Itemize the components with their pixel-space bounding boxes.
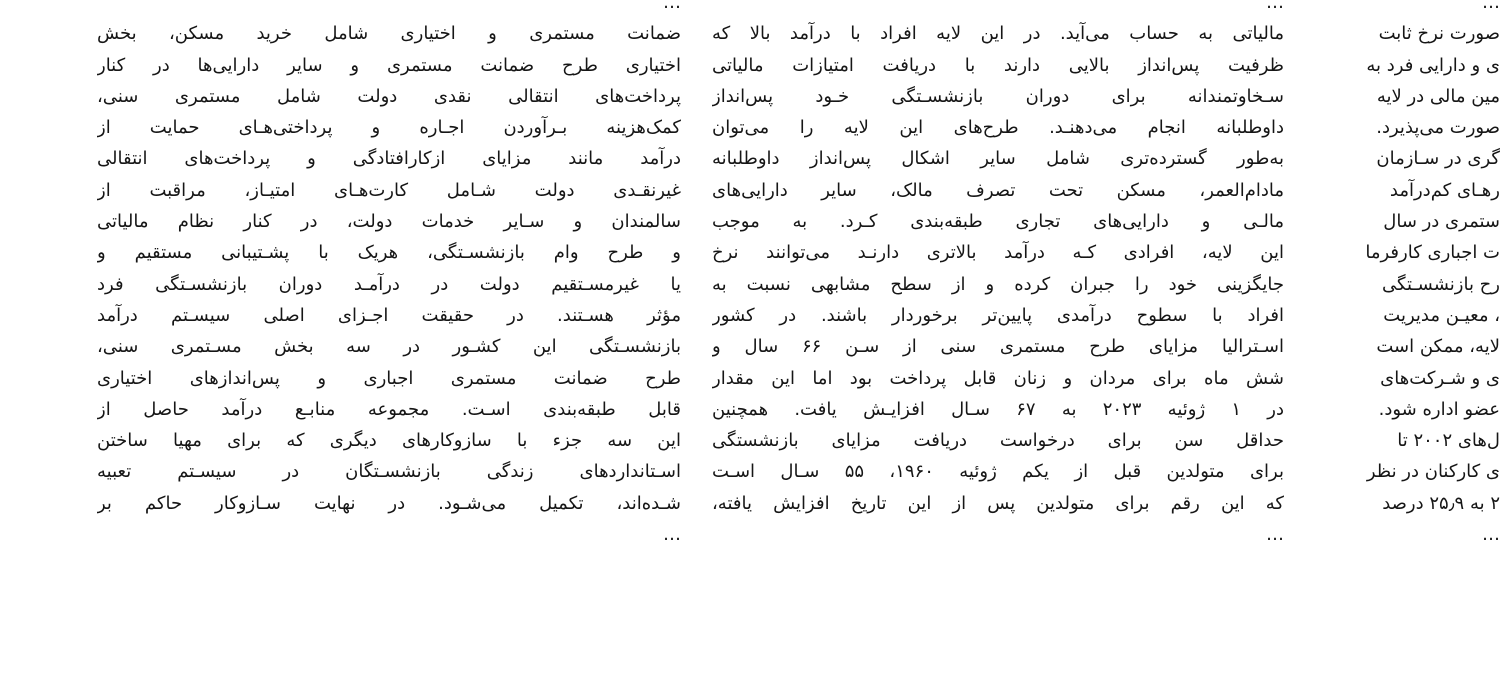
text-line: ل‌های ۲۰۰۲ تا [1397,430,1500,452]
text-line: داوطلبانه انجام می‌دهنـد. طرح‌های این لایه را می‌توان [712,117,1284,139]
text-line: … [663,0,681,13]
text-line: در ۱ ژوئیه ۲۰۲۳ به ۶۷ سـال افزایـش یافت. همچنین [712,398,1284,420]
text-line: افراد با سطوح درآمدی پایین‌تر برخوردار باشند. در کشور [712,304,1284,326]
text-line: لایه، ممکن است [1376,336,1500,358]
text-line: ستمری در سال [1383,211,1500,233]
text-line: ی و دارایی فرد به [1366,54,1500,76]
text-column-left [97,0,681,684]
text-line: طرح ضمانت مستمری اجباری و پس‌اندازهای اختیاری [97,367,681,389]
text-line: … [1482,0,1500,13]
text-line: یا غیرمسـتقیم دولت در درآمـد دوران بازنشسـتگی فرد [97,273,681,295]
text-line: رح بازنشسـتگی [1382,273,1500,295]
text-line: شش ماه برای مردان و زنان قابل پرداخت بود اما این مقدار [712,367,1284,389]
text-line: این سه جزء با سازوکارهای دیگری که برای مهیا ساختن [97,430,681,452]
text-line: بازنشسـتگی این کشـور در سه بخش مسـتمری سنی، [97,336,681,358]
text-line: صورت نرخ ثابت [1378,23,1500,45]
text-line: اسـترالیا مزایای طرح مستمری سنی از سـن ۶۶ سال و [712,336,1284,358]
text-line: مین مالی در لایه [1376,85,1500,107]
text-line: مالـی و دارایی‌های تجاری طبقه‌بندی کـرد. به موجب [712,211,1284,233]
text-line: به‌طور گسترده‌تری شامل سایر اشکال پس‌انداز داوطلبانه [712,148,1284,170]
text-line: ۲ به ۲۵٫۹ درصد [1382,492,1500,514]
text-line: ظرفیت پس‌انداز بالایی دارند با دریافت امتیازات مالیاتی [712,54,1284,76]
text-line: ی و شـرکت‌های [1380,367,1500,389]
text-line: … [1266,524,1284,546]
text-line: جایگزینی خود را جبران کرده و از سطح مشابهی نسبت به [712,273,1284,295]
text-line: … [1266,0,1284,13]
text-line: سالمندان و سـایر خدمات دولت، در کنار نظام مالیاتی [97,211,681,233]
text-line: سـخاوتمندانه برای دوران بازنشسـتگی خـود پس‌انداز [712,85,1284,107]
text-column-middle [712,0,1284,684]
text-line: پرداخت‌های انتقالی نقدی دولت شامل مستمری سنی، [97,85,681,107]
text-line: درآمد مانند مزایای ازکارافتادگی و پرداخت‌های انتقالی [97,148,681,170]
text-line: و طرح وام بازنشسـتگی، هریک با پشـتیبانی مستقیم و [97,242,681,264]
text-line: صورت می‌پذیرد. [1376,117,1500,139]
text-line: کمک‌هزینه بـرآوردن اجـاره و پرداختی‌هـای حمایت از [97,117,681,139]
text-line: که این رقم برای متولدین پس از این تاریخ افزایش یافته، [712,492,1284,514]
text-line: ، معیـن مدیریت [1383,304,1500,326]
text-line: برای متولدین قبل از یکم ژوئیه ۱۹۶۰، ۵۵ سـال اسـت [712,461,1284,483]
text-line: این لایه، افرادی کـه درآمد بالاتری دارنـد می‌توانند نرخ [712,242,1284,264]
text-line: اسـتانداردهای زندگی بازنشسـتگان در سیسـتم تعبیه [97,461,681,483]
text-line: شـده‌اند، تکمیل می‌شـود. در نهایت سـازوکار حاکم بر [97,492,681,514]
text-line: … [1482,524,1500,546]
text-line: حداقل سن برای درخواست دریافت مزایای بازنشستگی [712,430,1284,452]
text-column-right [1318,0,1500,684]
text-line: اختیاری طرح ضمانت مستمری و سایر دارایی‌ها در کنار [97,54,681,76]
text-line: عضو اداره شود. [1378,398,1500,420]
text-line: مؤثر هسـتند. در حقیقت اجـزای اصلی سیسـتم درآمد [97,304,681,326]
text-line: … [663,524,681,546]
text-line: قابل طبقه‌بندی اسـت. مجموعه منابـع درآمد حاصل از [97,398,681,420]
text-line: ی کارکنان در نظر [1366,461,1500,483]
text-line: رهـای کم‌درآمد [1389,179,1500,201]
text-line: گری در سـازمان [1376,148,1500,170]
text-line: مالیاتی به حساب می‌آید. در این لایه افراد با درآمد بالا که [712,23,1284,45]
text-line: غیرنقـدی دولت شـامل کارت‌هـای امتیـاز، مراقبت از [97,179,681,201]
text-line: ت اجباری کارفرما [1365,242,1500,264]
text-line: ضمانت مستمری و اختیاری شامل خرید مسکن، بخش [97,23,681,45]
text-line: مادام‌العمر، مسکن تحت تصرف مالک، سایر دارایی‌های [712,179,1284,201]
